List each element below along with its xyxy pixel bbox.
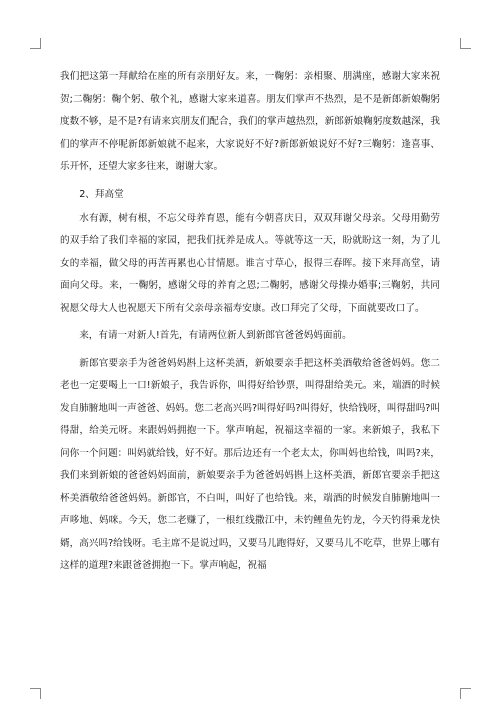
- paragraph-thank-parents: 水有源，树有根，不忘父母养育恩，能有今朝喜庆日，双双拜谢父母亲。父母用勤劳的双手给了我们幸福的家园，把我们抚养是成人。等就等这一天，盼就盼这一刻，为了儿女的幸福，做父母的再苦再累也心甘情愿。谁言寸草心，报得三春晖。接下来拜高堂，请面向父母。来，一鞠躬，感谢父母的养育之恩;二鞠躬，感谢父母操办婚事;三鞠躬，共同祝愿父母大人也祝愿天下所有父亲母亲福寿安康。改口拜完了父母，下面就要改口了。: [60, 212, 440, 314]
- section-heading-bai-gao-tang: 2、拜高堂: [79, 188, 124, 200]
- document-body: [60, 66, 440, 583]
- page-corner-mark-bottom-left: [30, 688, 41, 699]
- page-corner-mark-bottom-right: [460, 688, 471, 699]
- paragraph-invite-couple: 来，有请一对新人!首先，有请两位新人到新郎官爸爸妈妈面前。: [79, 330, 352, 341]
- page-corner-mark-top-left: [30, 38, 41, 49]
- page-corner-mark-top-right: [460, 38, 471, 49]
- paragraph-first-bow-guests: 我们把这第一拜献给在座的所有亲朋好友。来，一鞠躬：亲相聚、朋满座，感谢大家来祝贺;二鞠躬：鞠个躬、敬个礼，感谢大家来道喜。朋友们掌声不热烈，是不是新郎新娘鞠躬度数不够，是不是?有请来宾朋友们配合，我们的掌声越热烈，新郎新娘鞠躬度数越深，我们的掌声不停呢新郎新娘就不起来，大家说好不好?新郎新娘说好不好?三鞠躬：逢喜事、乐开怀，还望大家多往来，谢谢大家。: [60, 71, 440, 172]
- paragraph-toast-parents: 新郎官要亲手为爸爸妈妈斟上这杯美酒，新娘要亲手把这杯美酒敬给爸爸妈妈。您二老也一定要喝上一口!新娘子，我告诉你，叫得好给钞票，叫得甜给美元。来，端酒的时候发自肺腑地叫一声爸爸、妈妈。您二老高兴吗?叫得好吗?叫得好，快给钱呀，叫得甜吗?叫得甜，给美元呀。来跟妈妈拥抱一下。掌声响起，祝福这幸福的一家。来新娘子，我私下问你一个问题：叫妈就给钱，好不好。那后边还有一个老太太，你叫妈也给钱，叫吗?来，我们来到新娘的爸爸妈妈面前，新娘要亲手为爸爸妈妈斟上这杯美酒，新郎官要亲手把这杯美酒敬给爸爸妈妈。新郎官，不白叫，叫好了也给钱。来，端酒的时候发自肺腑地叫一声哆地、妈咪。今天，您二老赚了，一根红线撒江中，未钓鲤鱼先钓龙，今天钓得乘龙快婿，高兴吗?给钱呀。毛主席不是说过吗，又要马儿跑得好，又要马儿不吃草，世界上哪有这样的道理?来跟爸爸拥抱一下。掌声响起，祝福: [60, 357, 440, 571]
